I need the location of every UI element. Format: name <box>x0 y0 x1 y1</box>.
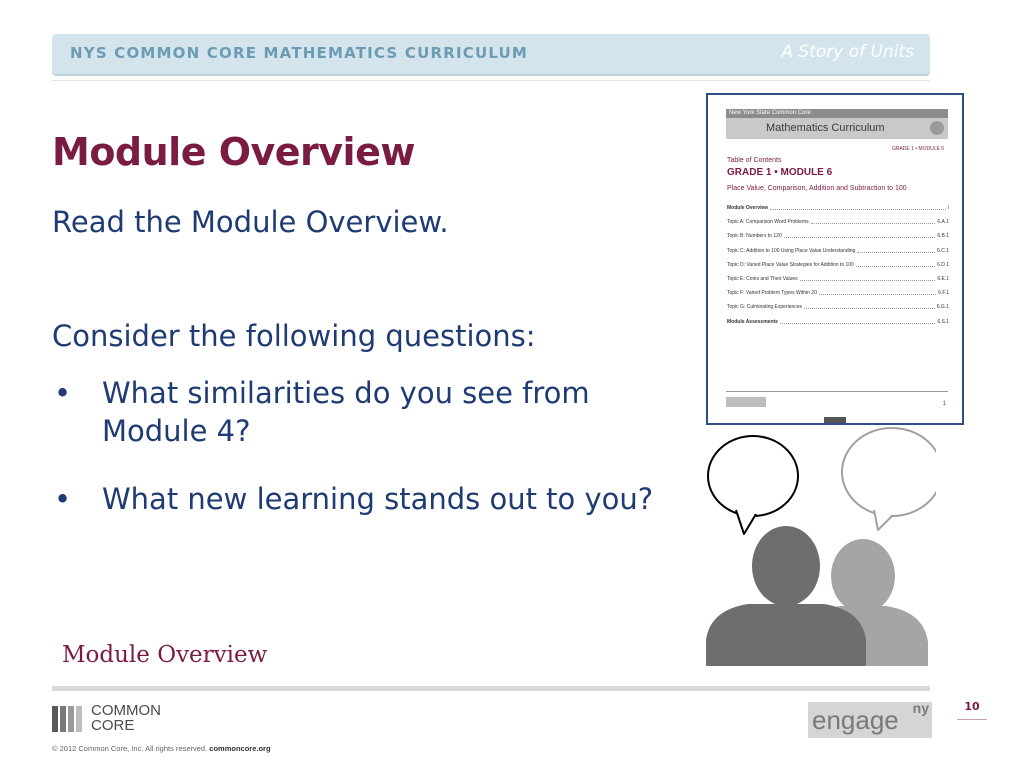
bullet-dot-icon: • <box>54 376 72 410</box>
toc-entry: Topic C: Addition to 100 Using Place Value Understanding 6.C.1 <box>727 247 949 254</box>
curriculum-title: NYS COMMON CORE MATHEMATICS CURRICULUM <box>70 44 529 62</box>
document-page-number: 1 <box>942 401 946 407</box>
document-grade-module: GRADE 1 • MODULE 6 <box>727 167 833 178</box>
toc-entry: Topic A: Comparison Word Problems 6.A.1 <box>727 219 949 226</box>
engage-logo-superscript: ny <box>912 700 929 716</box>
prompt-text: Consider the following questions: <box>52 319 536 353</box>
copyright-text: © 2012 Common Core, Inc. All rights reserved. <box>52 744 208 753</box>
document-footer-engage-icon <box>824 417 846 423</box>
copyright-notice <box>52 744 271 753</box>
slide-number: 10 <box>957 700 987 720</box>
engage-ny-logo <box>808 702 932 738</box>
header-divider <box>52 80 930 81</box>
document-grade-tag: GRADE 1 • MODULE 6 <box>891 146 944 152</box>
discussion-people-icon <box>706 426 936 666</box>
bullet-dot-icon: • <box>54 482 72 516</box>
toc-entry: Module Overview i <box>727 205 949 211</box>
document-header-title: Mathematics Curriculum <box>766 122 885 134</box>
engage-logo-text: engage <box>812 705 899 735</box>
speech-bubble-right-icon <box>842 428 936 530</box>
common-core-wordmark <box>91 703 161 733</box>
module-overview-document-thumbnail <box>706 93 964 425</box>
document-header-top: New York State Common Core <box>726 109 948 118</box>
header-banner <box>52 34 930 76</box>
toc-entry: Topic F: Varied Problem Types Within 20 6.F.1 <box>727 290 949 297</box>
nys-seal-icon <box>930 121 944 135</box>
document-toc-label: Table of Contents <box>727 157 782 164</box>
speech-bubble-left-icon <box>708 436 798 534</box>
bullet-text: What new learning stands out to you? <box>102 482 654 516</box>
common-core-logo-icon <box>52 706 84 732</box>
copyright-site-link[interactable]: commoncore.org <box>209 744 271 753</box>
brand-line-1: COMMON <box>91 702 161 719</box>
toc-entry: Module Assessments 6.S.1 <box>727 318 949 325</box>
document-toc-list <box>727 205 949 333</box>
document-header <box>726 109 948 139</box>
toc-entry: Topic B: Numbers to 120 6.B.1 <box>727 233 949 240</box>
document-subtitle: Place Value, Comparison, Addition and Subtraction to 100 <box>727 185 907 192</box>
instruction-text: Read the Module Overview. <box>52 205 449 239</box>
document-footer-logo-icon <box>726 397 766 407</box>
toc-entry: Topic D: Varied Place Value Strategies for Addition to 100 6.D.1 <box>727 261 949 268</box>
section-label: Module Overview <box>62 642 268 668</box>
toc-entry: Topic G: Culminating Experiences 6.G.1 <box>727 304 949 311</box>
brand-line-2: CORE <box>91 717 135 734</box>
toc-entry: Topic E: Coins and Their Values 6.E.1 <box>727 275 949 282</box>
footer-divider <box>52 686 930 691</box>
slide-title: Module Overview <box>52 130 415 174</box>
bullet-text: What similarities do you see from Module 4? <box>102 376 590 448</box>
document-footer-divider <box>726 391 948 392</box>
story-of-units-tagline: A Story of Units <box>781 42 914 62</box>
